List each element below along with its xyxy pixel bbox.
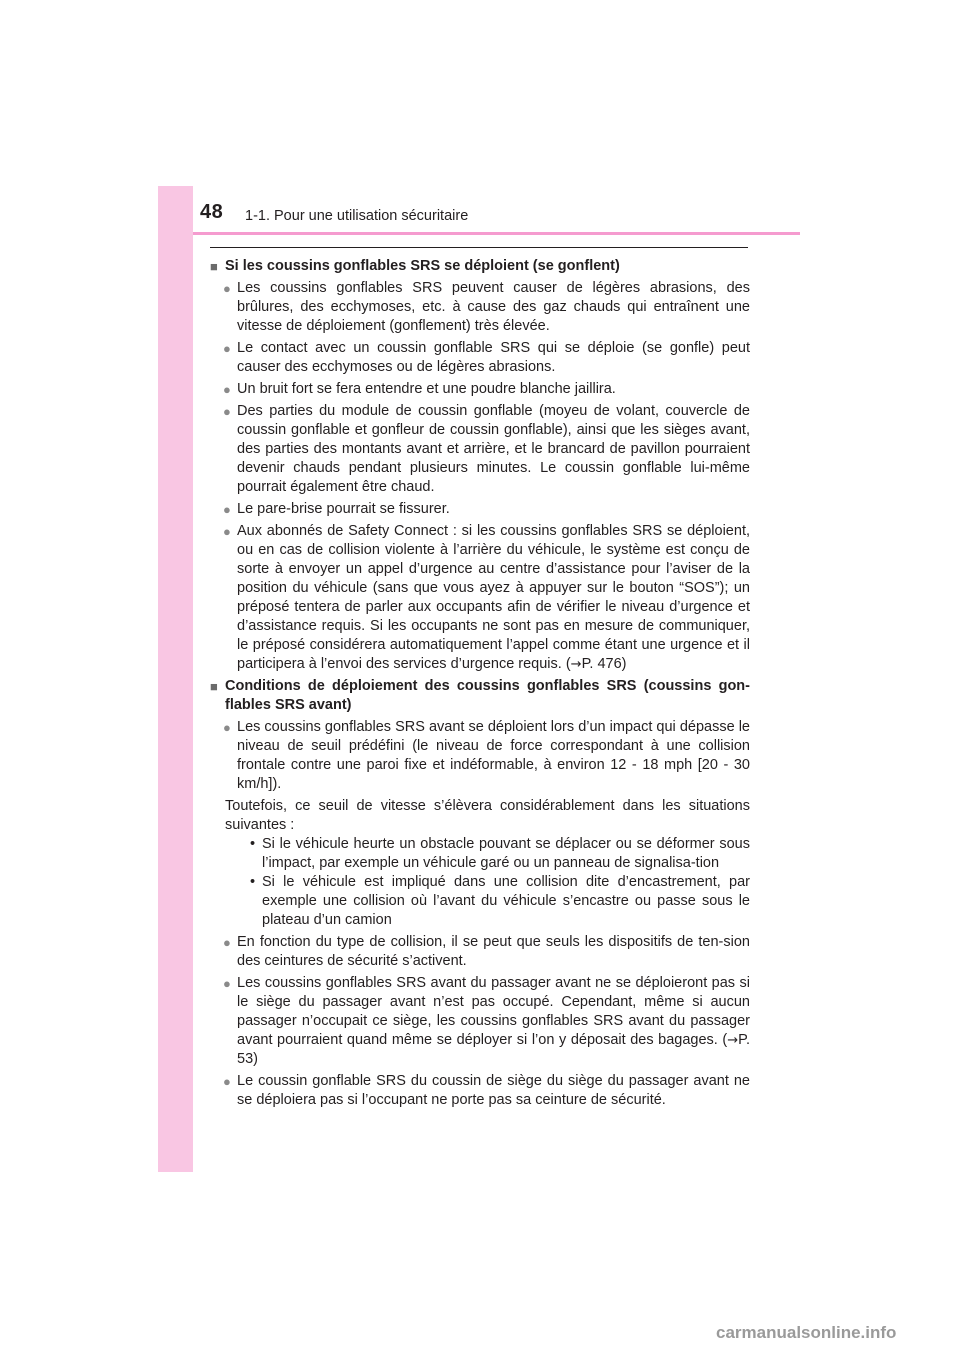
heading-text: Si les coussins gonflables SRS se déploient (se gonflent): [225, 258, 620, 274]
list-item: [223, 279, 750, 336]
content-rule: [210, 247, 748, 248]
page-reference: P. 476): [581, 656, 627, 672]
header-rule: [193, 232, 800, 235]
arrow-right-icon: →: [727, 1033, 739, 1048]
paragraph: Toutefois, ce seuil de vitesse s’élèvera considérablement dans les situations suivantes :: [225, 798, 750, 833]
item-text: Aux abonnés de Safety Connect : si les coussins gonflables SRS se déploient, ou en cas de collision violente à l’arrière du véhicule, le système est conçu de sorte à envoyer un appel d’urgence au centre d’assistance pour l’aviser de la position du véhicule (sans que vous ayez à appuyer sur le bouton “SOS”); un préposé tentera de parler aux occupants afin de vérifier le niveau d’urgence et d’assistance requis. Si les occupants ne sont pas en mesure de communiquer, le préposé considérera automatiquement l’appel comme étant une urgence et il participera à l’envoi des services d’urgence requis. (: [237, 523, 750, 672]
chapter-tab-bar: [158, 186, 193, 1172]
list-item: [223, 500, 750, 519]
section-heading: [210, 257, 750, 276]
item-text: Le contact avec un coussin gonflable SRS qui se déploie (se gonfle) peut causer des ecchymoses ou de légères abrasions.: [237, 340, 750, 375]
page-reference: P. 53): [237, 1032, 750, 1067]
sub-bullet-icon: •: [250, 874, 256, 890]
item-text: Un bruit fort se fera entendre et une poudre blanche jaillira.: [237, 381, 616, 397]
page-content: [210, 257, 750, 1113]
section-heading: [210, 677, 750, 715]
watermark-link[interactable]: carmanualsonline.info: [716, 1323, 897, 1342]
list-item-passenger: [223, 974, 750, 1069]
arrow-right-icon: →: [570, 657, 582, 672]
list-item: [223, 402, 750, 497]
bullet-icon: ●: [223, 976, 231, 991]
bullet-icon: ●: [223, 1074, 231, 1089]
heading-text: Conditions de déploiement des coussins gonflables SRS (coussins gon-flables SRS avant): [225, 678, 750, 713]
bullet-icon: ●: [223, 281, 231, 296]
sub-list-item: [250, 873, 750, 930]
sub-item-text: Si le véhicule est impliqué dans une collision dite d’encastrement, par exemple une collision où l’avant du véhicule s’encastre ou passe sous le plateau d’un camion: [262, 874, 750, 928]
item-text: Des parties du module de coussin gonflable (moyeu de volant, couvercle de coussin gonflable et gonfleur de coussin gonflable), ainsi que les sièges avant, des parties des montants avant et arrière, et le brancard de pavillon pourraient devenir chauds pendant plusieurs minutes. Le coussin gonflable lui-même pourrait également être chaud.: [237, 403, 750, 495]
list-item: [223, 1072, 750, 1110]
sub-bullet-icon: •: [250, 836, 256, 852]
bullet-icon: ●: [223, 935, 231, 950]
list-item: [223, 339, 750, 377]
list-item-safety-connect: [223, 522, 750, 674]
page-number: 48: [200, 201, 224, 223]
item-text: Le pare-brise pourrait se fissurer.: [237, 501, 450, 517]
list-item: [223, 933, 750, 971]
bullet-icon: ●: [223, 382, 231, 397]
sub-item-text: Si le véhicule heurte un obstacle pouvant se déplacer ou se déformer sous l’impact, par exemple un véhicule garé ou un panneau de signalisa-tion: [262, 836, 750, 871]
bullet-icon: ●: [223, 502, 231, 517]
list-item: [223, 718, 750, 794]
sub-list-item: [250, 835, 750, 873]
item-text: Le coussin gonflable SRS du coussin de siège du siège du passager avant ne se déploiera pas si l’occupant ne porte pas sa ceinture de sécurité.: [237, 1073, 750, 1108]
list-item: [223, 380, 750, 399]
bullet-icon: ●: [223, 404, 231, 419]
bullet-icon: ●: [223, 720, 231, 735]
bullet-icon: ●: [223, 341, 231, 356]
section-title: 1-1. Pour une utilisation sécuritaire: [245, 208, 469, 224]
item-text: Les coussins gonflables SRS avant du passager avant ne se déploieront pas si le siège du passager avant n’est pas occupé. Cependant, même si aucun passager n’occupait ce siège, les coussins gonflables SRS avant du passager avant pourraient quand même se déployer si l’on y déposait des bagages. (: [237, 975, 750, 1048]
bullet-icon: ●: [223, 524, 231, 539]
item-text: Les coussins gonflables SRS peuvent causer de légères abrasions, des brûlures, des ecchymoses, etc. à cause des gaz chauds qui entraînent une vitesse de déploiement (gonflement) très élevée.: [237, 280, 750, 334]
item-text: En fonction du type de collision, il se peut que seuls les dispositifs de ten-sion des ceintures de sécurité s’activent.: [237, 934, 750, 969]
item-text: Les coussins gonflables SRS avant se déploient lors d’un impact qui dépasse le niveau de seuil prédéfini (le niveau de force correspondant à une collision frontale contre une paroi fixe et indéformable, à environ 12 - 18 mph [20 - 30 km/h]).: [237, 719, 750, 792]
square-bullet-icon: ■: [210, 259, 218, 274]
square-bullet-icon: ■: [210, 679, 218, 694]
